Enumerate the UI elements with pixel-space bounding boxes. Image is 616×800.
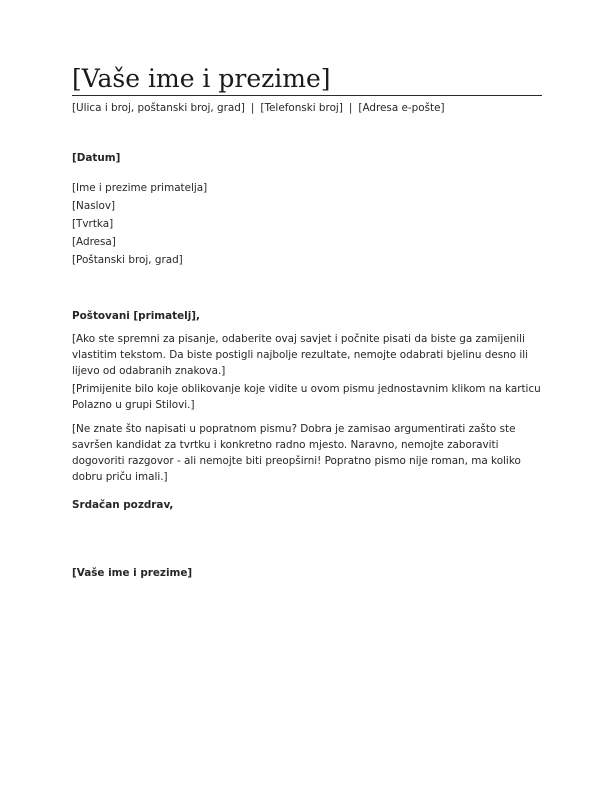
signature-name[interactable]: [Vaše ime i prezime]	[72, 567, 193, 579]
separator: |	[348, 102, 353, 114]
recipient-postal[interactable]: [Poštanski broj, grad]	[72, 254, 183, 266]
sender-email[interactable]: [Adresa e-pošte]	[358, 102, 445, 114]
separator: |	[250, 102, 255, 114]
body-paragraph[interactable]: [Primijenite bilo koje oblikovanje koje vidite u ovom pismu jednostavnim klikom na karticu Polazno u grupi Stilovi.]	[72, 383, 541, 411]
body-paragraph[interactable]: [Ako ste spremni za pisanje, odaberite ovaj savjet i počnite pisati da biste ga zamijenili vlastitim tekstom. Da biste postigli najbolje rezultate, nemojte odabrati bjelinu desno ili lijevo od odabranih znakova.]	[72, 333, 529, 377]
recipient-address[interactable]: [Adresa]	[72, 236, 116, 248]
body-paragraph[interactable]: [Ne znate što napisati u popratnom pismu? Dobra je zamisao argumentirati zašto ste savršen kandidat za tvrtku i konkretno radno mjesto. Naravno, nemojte zaboraviti dogovoriti razgovor - ali nemojte biti preopširni! Popratno pismo nije roman, ma koliko dobru priču imali.]	[72, 423, 521, 483]
closing[interactable]: Srdačan pozdrav,	[72, 499, 174, 511]
contact-info-line	[72, 101, 445, 115]
recipient-name[interactable]: [Ime i prezime primatelja]	[72, 182, 208, 194]
salutation[interactable]: Poštovani [primatelj],	[72, 310, 200, 322]
recipient-title[interactable]: [Naslov]	[72, 200, 116, 212]
recipient-company[interactable]: [Tvrtka]	[72, 218, 114, 230]
sender-address[interactable]: [Ulica i broj, poštanski broj, grad]	[72, 102, 245, 114]
recipient-block	[72, 179, 207, 269]
sender-phone[interactable]: [Telefonski broj]	[260, 102, 343, 114]
sender-name-heading[interactable]: [Vaše ime i prezime]	[72, 63, 542, 96]
letter-date[interactable]: [Datum]	[72, 152, 121, 164]
